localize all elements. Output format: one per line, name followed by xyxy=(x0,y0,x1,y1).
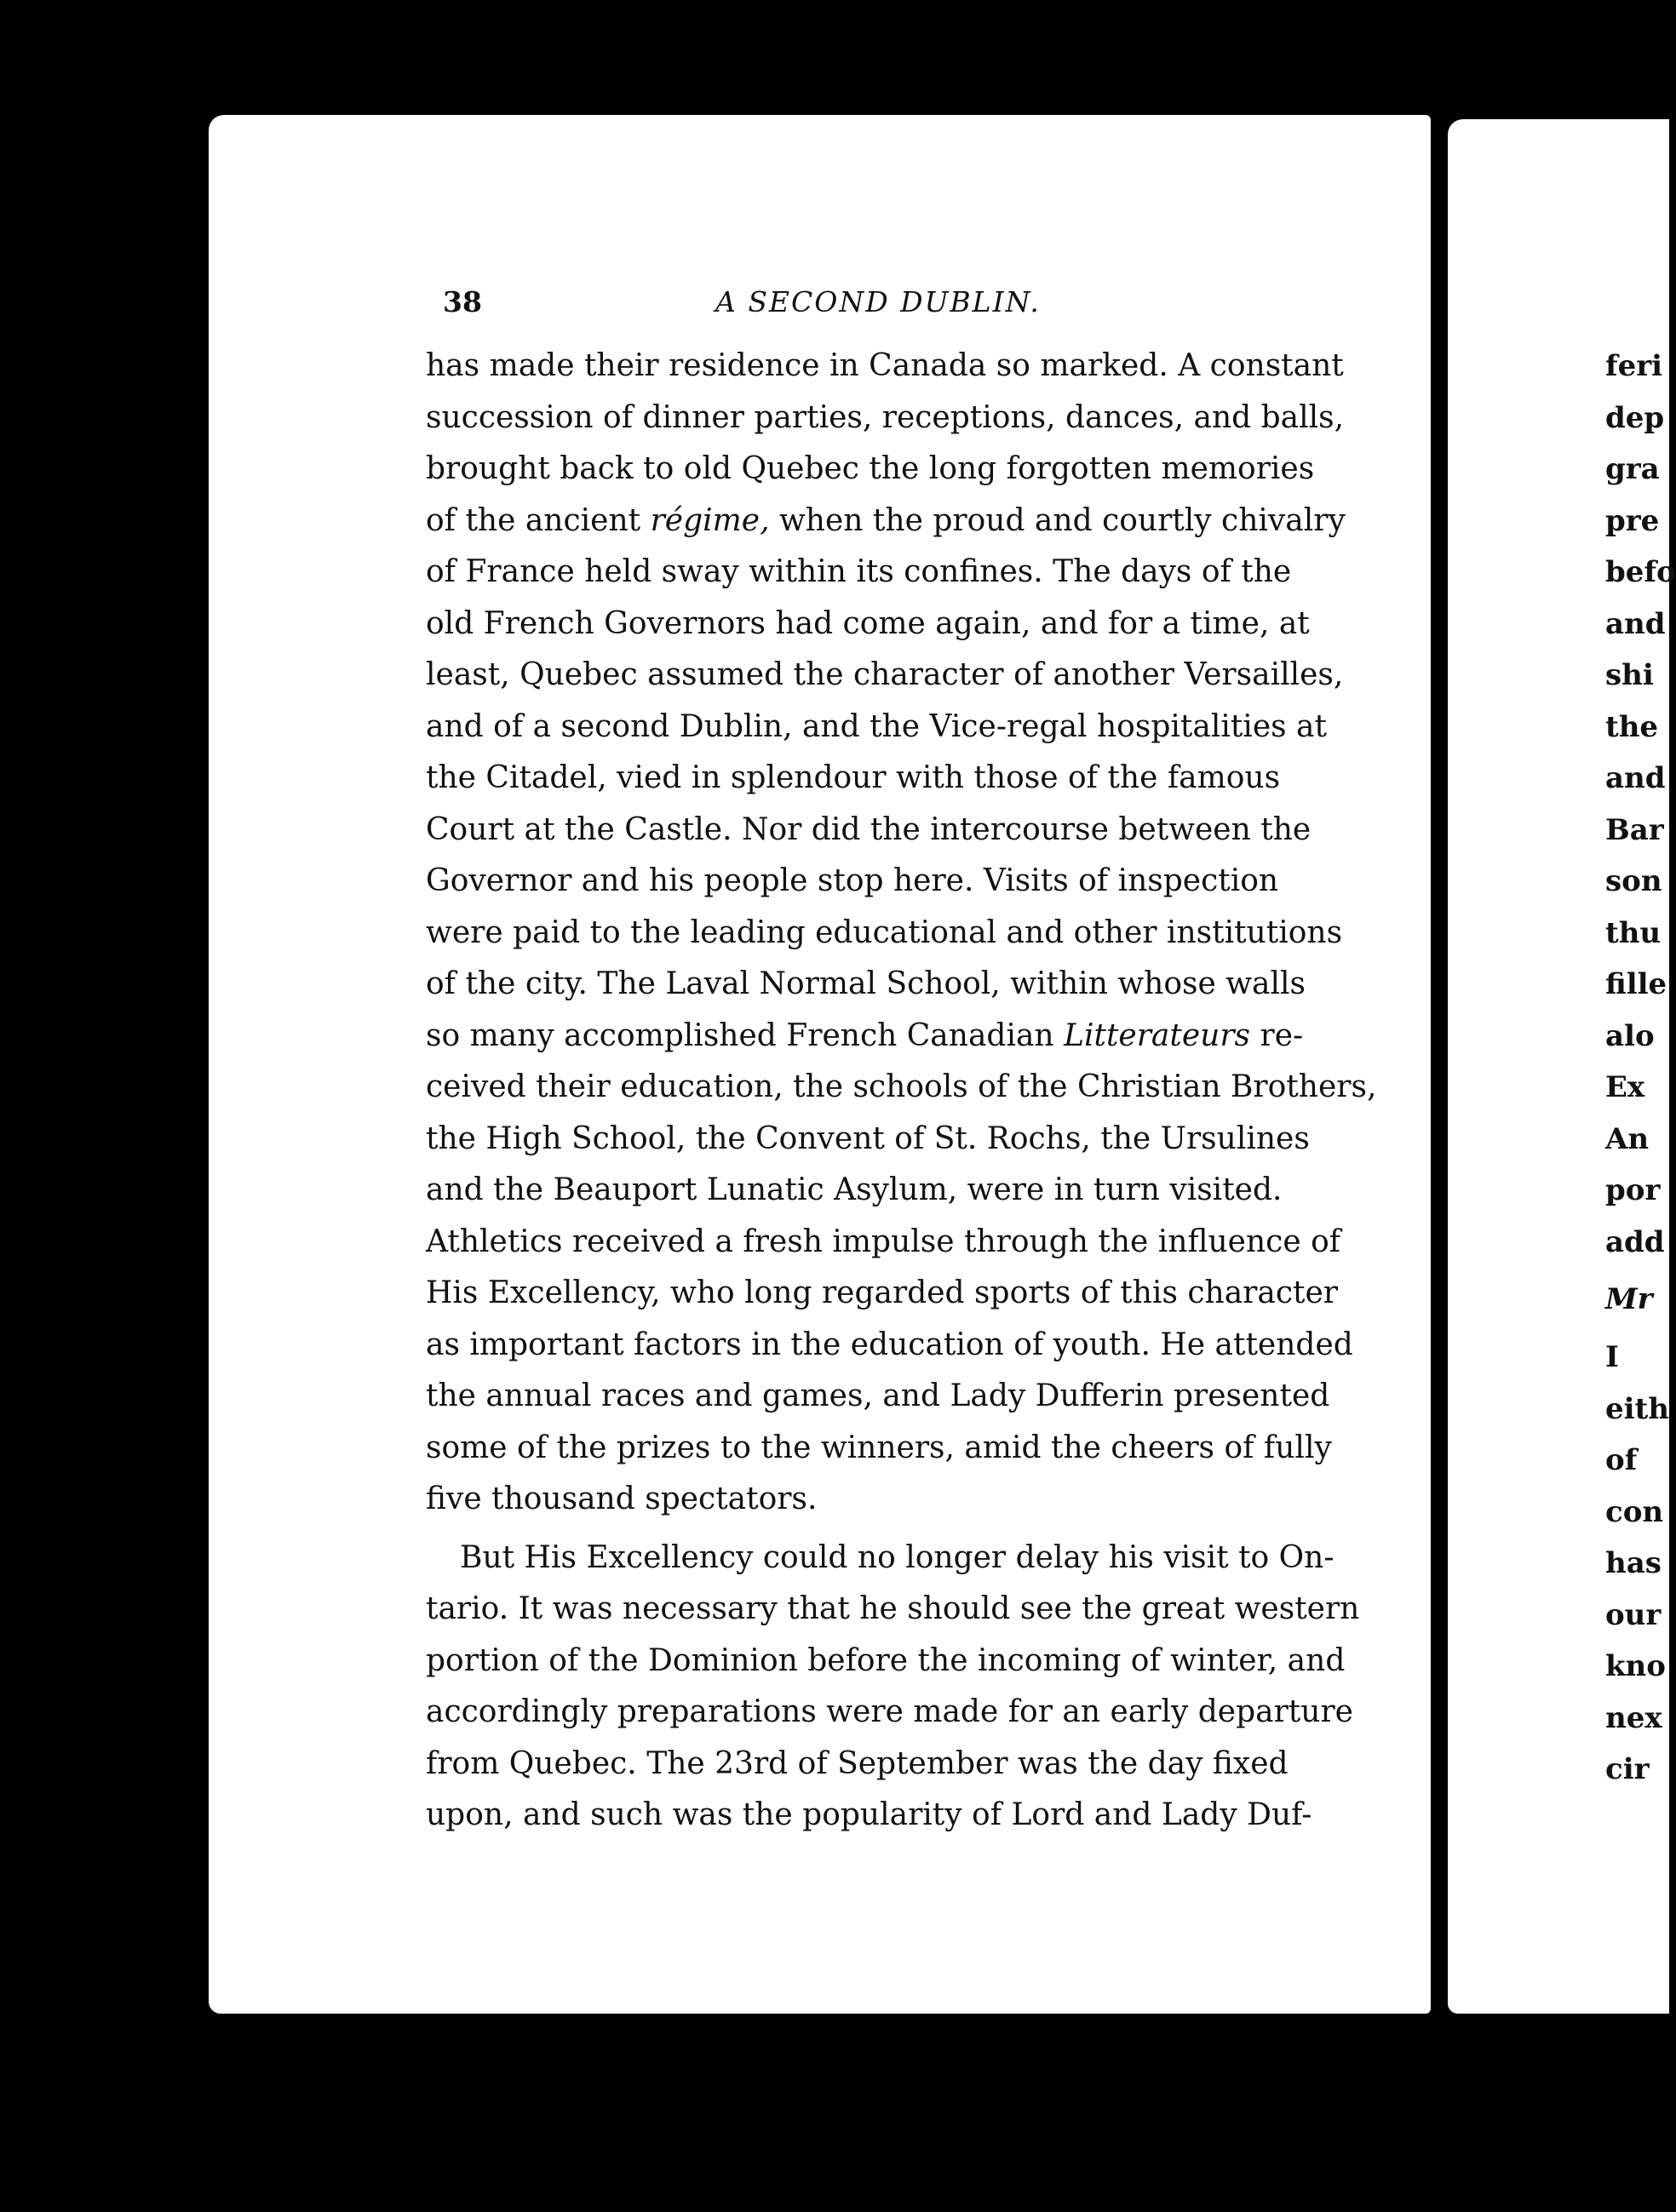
text-line: the Citadel, vied in splendour with those of the famous xyxy=(426,760,1281,795)
fragment-line: dep xyxy=(1605,400,1665,435)
fragment-line: por xyxy=(1605,1173,1661,1207)
text-line: His Excellency, who long regarded sports of this character xyxy=(426,1275,1338,1310)
text-line: brought back to old Quebec the long forgotten memories xyxy=(426,451,1315,486)
text-line: of the city. The Laval Normal School, within whose walls xyxy=(426,966,1306,1001)
fragment-line: kno xyxy=(1605,1649,1666,1683)
fragment-line: thu xyxy=(1605,915,1662,950)
fragment-line: fille xyxy=(1605,967,1667,1001)
fragment-line: befo xyxy=(1605,555,1676,589)
fragment-line: add xyxy=(1605,1224,1665,1259)
fragment-line: cir xyxy=(1605,1752,1650,1786)
fragment-line: An xyxy=(1605,1121,1650,1156)
text-line: the High School, the Convent of St. Rochs, the Ursulines xyxy=(426,1120,1310,1156)
text-line: But His Excellency could no longer delay his visit to On- xyxy=(460,1539,1334,1575)
text-line: Court at the Castle. Nor did the intercourse between the xyxy=(426,811,1312,847)
fragment-line: son xyxy=(1605,864,1662,898)
text-line: as important factors in the education of youth. He attended xyxy=(426,1327,1353,1362)
fragment-line: eith xyxy=(1605,1391,1669,1426)
fragment-line: of xyxy=(1605,1443,1638,1477)
text-line: and of a second Dublin, and the Vice-regal hospitalities at xyxy=(426,708,1327,744)
text-line: five thousand spectators. xyxy=(426,1481,818,1516)
text-line: were paid to the leading educational and other institutions xyxy=(426,914,1343,950)
fragment-line: shi xyxy=(1605,658,1654,692)
fragment-line: and xyxy=(1605,606,1666,641)
text-line: has made their residence in Canada so marked. A constant xyxy=(426,348,1344,383)
fragment-line: I xyxy=(1605,1340,1619,1374)
text-line: least, Quebec assumed the character of another Versailles, xyxy=(426,657,1344,692)
text-line: so many accomplished French Canadian Litterateurs re- xyxy=(426,1017,1304,1053)
fragment-line: Mr xyxy=(1605,1282,1653,1316)
fragment-line: the xyxy=(1605,709,1659,744)
fragment-line: feri xyxy=(1605,349,1663,383)
page-header xyxy=(443,277,1294,319)
fragment-line: Ex xyxy=(1605,1070,1645,1104)
fragment-line: and xyxy=(1605,761,1666,795)
fragment-line: has xyxy=(1605,1546,1662,1580)
text-line: tario. It was necessary that he should see the great western xyxy=(426,1591,1360,1626)
text-line: accordingly preparations were made for an early departure xyxy=(426,1694,1353,1729)
fragment-line: con xyxy=(1605,1494,1664,1529)
fragment-line: pre xyxy=(1605,503,1660,538)
fragment-line: gra xyxy=(1605,452,1660,486)
text-line: Governor and his people stop here. Visits of inspection xyxy=(426,863,1279,898)
text-line: the annual races and games, and Lady Dufferin presented xyxy=(426,1378,1330,1413)
fragment-line: our xyxy=(1605,1597,1662,1632)
text-line: and the Beauport Lunatic Asylum, were in turn visited. xyxy=(426,1172,1283,1207)
body-text xyxy=(426,341,1377,1842)
right-page-text xyxy=(1605,341,1676,1796)
page-number: 38 xyxy=(443,285,482,318)
text-line: some of the prizes to the winners, amid the cheers of fully xyxy=(426,1430,1332,1465)
running-title: A SECOND DUBLIN. xyxy=(715,285,1041,318)
text-line: old French Governors had come again, and for a time, at xyxy=(426,605,1310,641)
text-line: portion of the Dominion before the incoming of winter, and xyxy=(426,1642,1346,1678)
text-line: upon, and such was the popularity of Lord and Lady Duf- xyxy=(426,1797,1312,1832)
text-line: from Quebec. The 23rd of September was the day fixed xyxy=(426,1745,1289,1781)
text-line: succession of dinner parties, receptions, dances, and balls, xyxy=(426,399,1345,435)
text-line: of France held sway within its confines. The days of the xyxy=(426,554,1292,589)
fragment-line: Bar xyxy=(1605,812,1664,847)
fragment-line: alo xyxy=(1605,1018,1655,1053)
text-line: Athletics received a fresh impulse through the influence of xyxy=(426,1223,1341,1259)
text-line: of the ancient régime, when the proud and courtly chivalry xyxy=(426,502,1346,538)
fragment-line: nex xyxy=(1605,1700,1662,1735)
text-line: ceived their education, the schools of the Christian Brothers, xyxy=(426,1069,1377,1104)
